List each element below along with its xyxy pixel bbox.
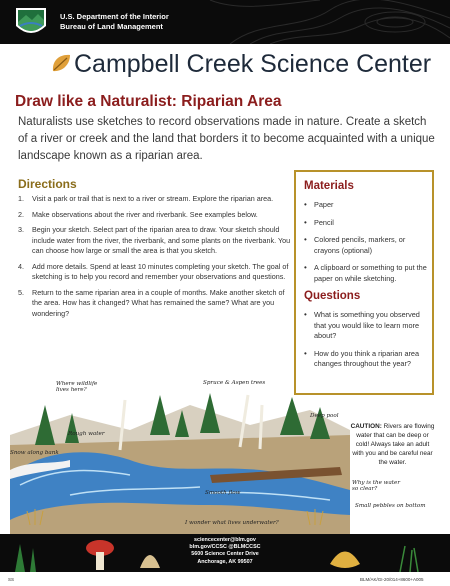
annotation-snow: Snow along bank — [10, 450, 59, 456]
materials-item: • Paper — [300, 200, 428, 211]
annotation-wildlife: Where wildlife lives here? — [56, 381, 98, 393]
materials-item: • Colored pencils, markers, or crayons (optional) — [300, 235, 428, 256]
annotation-underwater: I wonder what lives underwater? — [185, 520, 279, 526]
questions-heading: Questions — [304, 290, 361, 302]
activity-title: Draw like a Naturalist: Riparian Area — [15, 93, 282, 110]
materials-heading: Materials — [304, 180, 354, 192]
caution-text: Rivers are flowing water that can be deep or cold! Always take an adult with you and be careful near the water. — [352, 423, 435, 466]
materials-questions-box — [294, 170, 434, 395]
direction-item — [18, 225, 293, 257]
direction-text: Visit a park or trail that is next to a river or stream. Explore the riparian area. — [32, 194, 274, 203]
direction-item — [18, 194, 293, 205]
direction-item — [18, 262, 293, 283]
blm-logo-icon — [12, 6, 50, 40]
direction-number: 4. — [18, 261, 24, 271]
agency-department: U.S. Department of the Interior — [60, 12, 169, 21]
directions-list — [18, 194, 293, 324]
contact-info — [155, 537, 295, 566]
annotation-pebbles: Small pebbles on bottom — [355, 503, 426, 509]
materials-list — [300, 200, 428, 291]
direction-text: Begin your sketch. Select part of the riparian area to draw. Your sketch should include water from the river, the riverbank, and some plants on the riverbank. You can choose how large or small the area is that you sketch. — [32, 225, 291, 255]
aspen-leaf-icon — [330, 552, 360, 569]
contact-email: sciencecenter@blm.gov — [194, 537, 256, 543]
center-title: Campbell Creek Science Center — [74, 50, 432, 78]
annotation-spruce: Spruce & Aspen trees — [203, 380, 266, 386]
annotation-deep-pool: Deep pool — [310, 413, 339, 419]
questions-item: • What is something you observed that you would like to learn more about? — [300, 310, 428, 342]
caution-note — [350, 422, 435, 467]
intro-paragraph: Naturalists use sketches to record observations made in nature. Create a sketch of a river or creek and the land that borders it to become acquainted with a unique landscape known as a riparian area. — [18, 116, 435, 162]
questions-item: • How do you think a riparian area changes throughout the year? — [300, 349, 428, 370]
direction-item — [18, 288, 293, 320]
agency-bureau: Bureau of Land Management — [60, 22, 163, 31]
direction-number: 3. — [18, 225, 24, 234]
annotation-smooth-flow: Smooth flow — [205, 490, 241, 496]
contact-address-line1: 5600 Science Center Drive — [191, 551, 259, 558]
leaf-logo-icon — [50, 52, 72, 74]
document-id: BLM/AK/GI-20/014+8600+A005 — [360, 577, 424, 582]
direction-text: Make observations about the river and riverbank. See examples below. — [32, 209, 258, 219]
direction-number: 2. — [18, 209, 24, 219]
directions-heading: Directions — [18, 177, 77, 191]
direction-text: Add more details. Spend at least 10 minutes completing your sketch. The goal of sketching is to help you record and remember your observations and questions. — [32, 261, 289, 281]
caution-label: CAUTION: — [350, 423, 382, 430]
direction-number: 5. — [18, 287, 24, 297]
materials-item: • A clipboard or something to put the paper on while sketching. — [300, 263, 428, 284]
annotation-clear-water: Why is the water so clear? — [352, 480, 401, 492]
questions-list — [300, 310, 428, 377]
direction-number: 1. — [18, 194, 24, 203]
direction-item — [18, 210, 293, 221]
page-number: SS — [8, 577, 15, 582]
direction-text: Return to the same riparian area in a couple of months. Make another sketch of the area. How has it changed? What has remained the same? What are you wondering? — [32, 287, 285, 318]
contact-address-line2: Anchorage, AK 99507 — [197, 558, 253, 565]
agency-name — [60, 12, 169, 32]
annotation-rough-water: Rough water — [68, 431, 105, 437]
materials-item: • Pencil — [300, 218, 428, 229]
contact-social: blm.gov/CCSC @BLMCCSC — [189, 544, 261, 551]
